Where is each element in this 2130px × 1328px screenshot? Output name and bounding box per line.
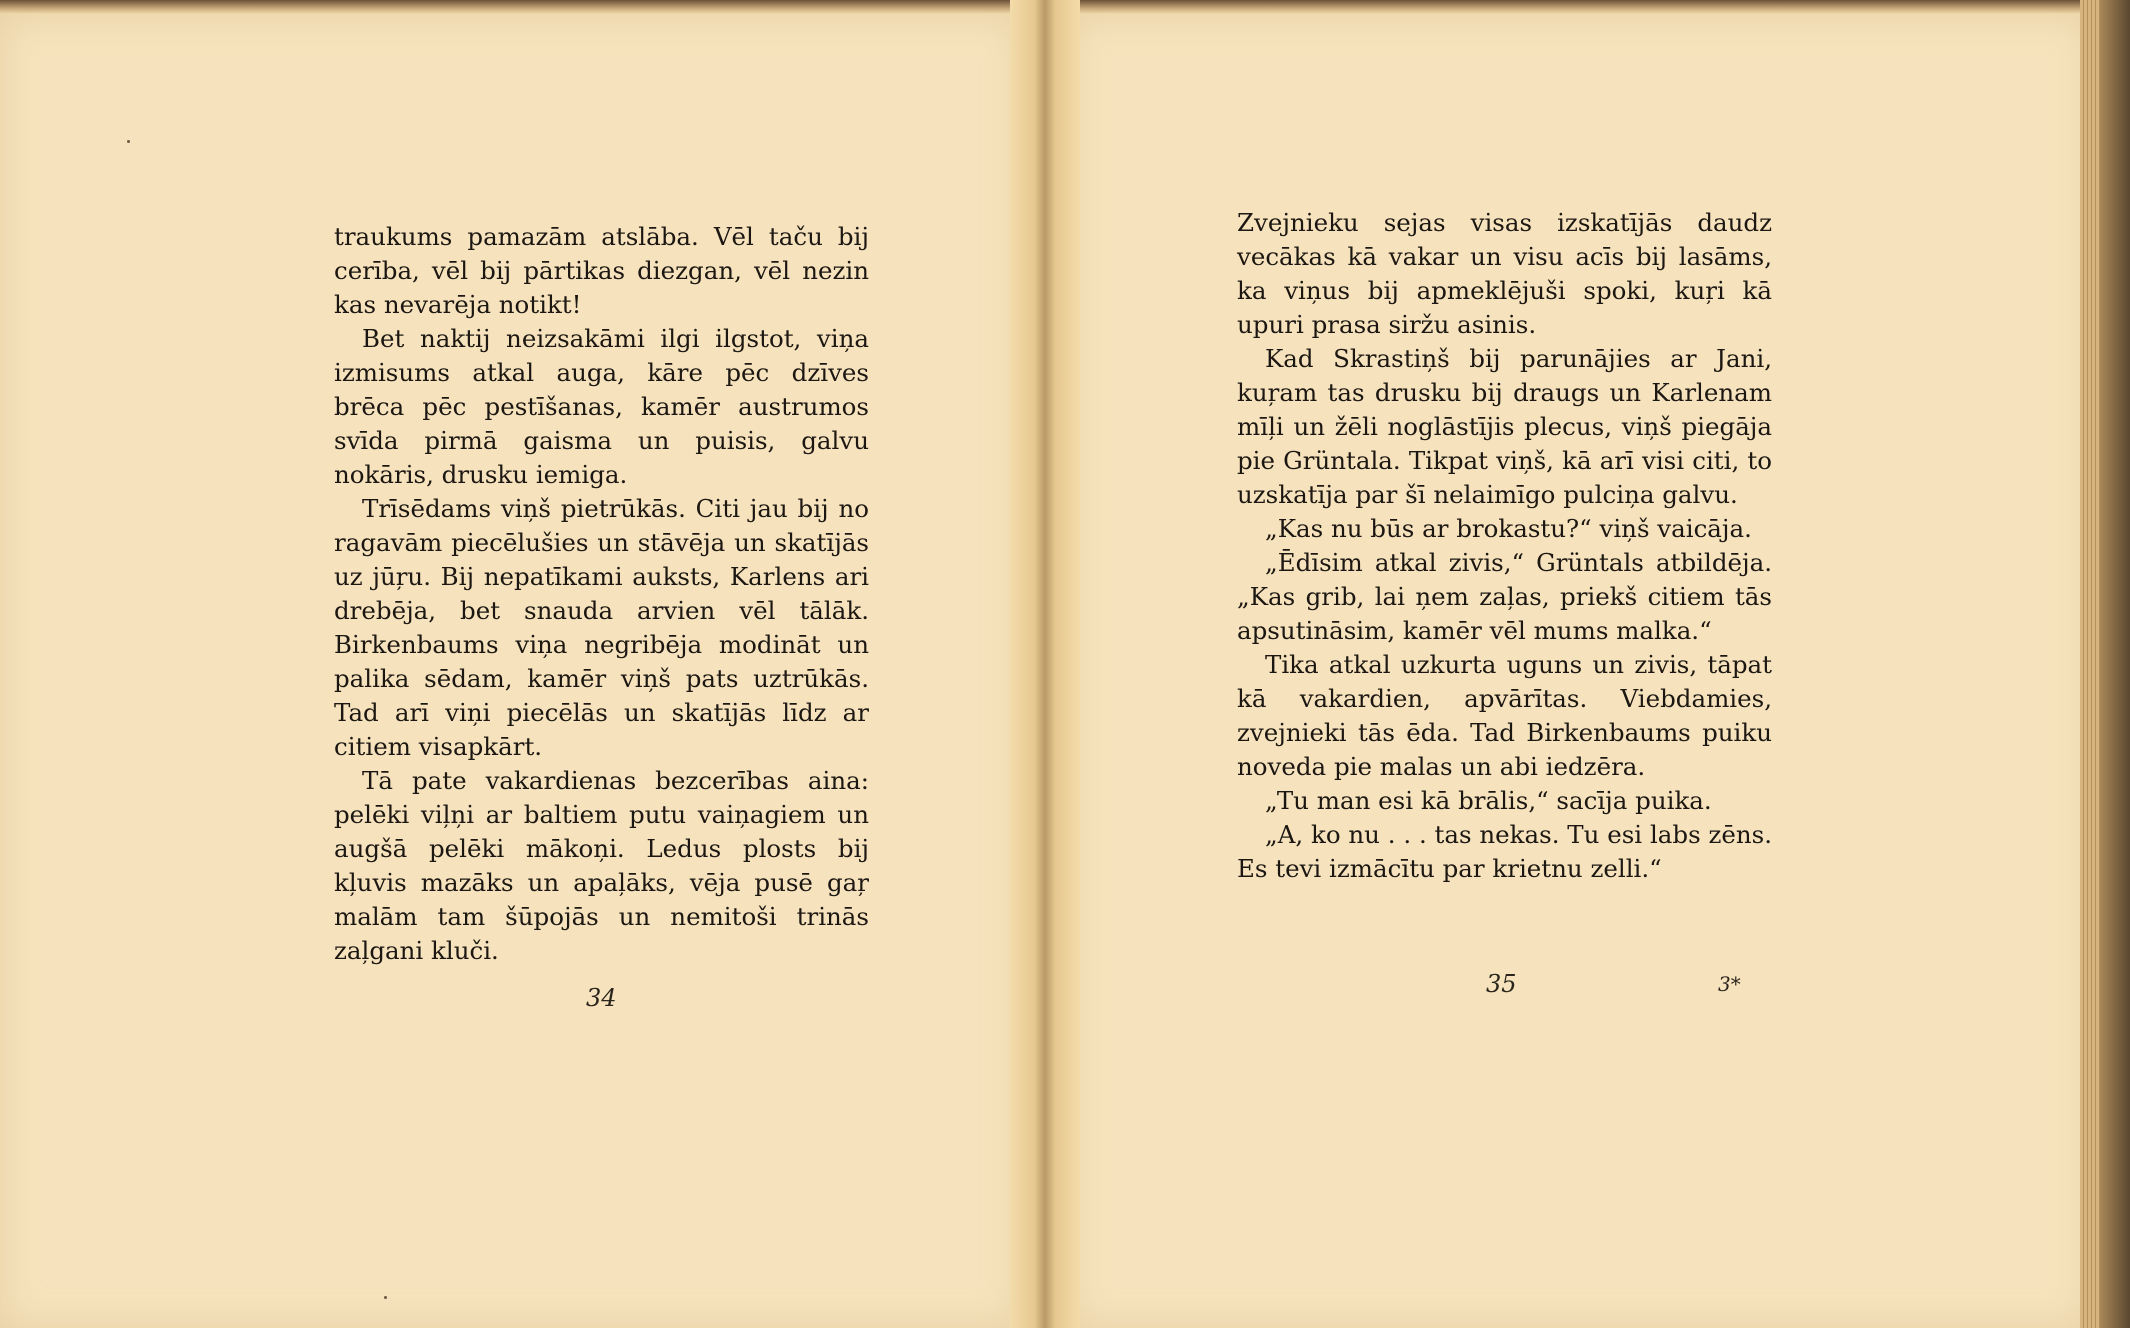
paper-speck: [384, 1296, 387, 1299]
paragraph: Trīsēdams viņš pietrūkās. Citi jau bij no ragavām piecēlušies un stāvēja un skatījās uz jūŗu. Bij nepatīkami auksts, Karlens ari drebēja, bet snauda arvien vēl tālāk. Birkenbaums viņa negribēja modināt un palika sēdam, kamēr viņš pats uztrūkās. Tad arī viņi piecēlās un skatījās līdz ar citiem visapkārt.: [334, 494, 869, 761]
page-number-left: 34: [586, 984, 617, 1012]
book-cover-edge: [2100, 0, 2130, 1328]
paragraph: Tika atkal uzkurta uguns un zivis, tāpat kā vakardien, apvārītas. Viebdamies, zvejnieki tās ēda. Tad Birkenbaums puiku noveda pie malas un abi iedzēra.: [1237, 650, 1772, 781]
paragraph: „Kas nu būs ar brokastu?“ viņš vaicāja.: [1265, 514, 1752, 543]
page-number-right: 35: [1486, 970, 1517, 998]
paragraph: Bet naktij neizsakāmi ilgi ilgstot, viņa izmisums atkal auga, kāre pēc dzīves brēca pēc pestīšanas, kamēr austrumos svīda pirmā gaisma un puisis, galvu nokāris, drusku iemiga.: [334, 324, 869, 489]
paragraph: „Ēdīsim atkal zivis,“ Grüntals atbildēja. „Kas grib, lai ņem zaļas, priekš citiem tās apsutināsim, kamēr vēl mums malka.“: [1237, 548, 1772, 645]
paragraph: Kad Skrastiņš bij parunājies ar Jani, kuŗam tas drusku bij draugs un Karlenam mīļi un žēli noglāstījis plecus, viņš piegāja pie Grüntala. Tikpat viņš, kā arī visi citi, to uzskatīja par šī nelaimīgo pulciņa galvu.: [1237, 344, 1772, 509]
paragraph: „Tu man esi kā brālis,“ sacīja puika.: [1265, 786, 1712, 815]
signature-mark: 3*: [1718, 972, 1741, 996]
paragraph: „A, ko nu . . . tas nekas. Tu esi labs zēns. Es tevi izmācītu par krietnu zelli.“: [1237, 820, 1772, 883]
left-page-text: [334, 220, 869, 968]
paper-speck: [127, 140, 130, 143]
book-gutter: [1010, 0, 1080, 1328]
paragraph: traukums pamazām atslāba. Vēl taču bij cerība, vēl bij pārtikas diezgan, vēl nezin kas nevarēja notikt!: [334, 222, 869, 319]
paragraph: Tā pate vakardienas bezcerības aina: pelēki viļņi ar baltiem putu vaiņagiem un augšā pelēki mākoņi. Ledus plosts bij kļuvis mazāks un apaļāks, vēja pusē gaŗ malām tam šūpojās un nemitoši trinās zaļgani kluči.: [334, 766, 869, 965]
right-page-text: [1237, 206, 1772, 886]
paragraph: Zvejnieku sejas visas izskatījās daudz vecākas kā vakar un visu acīs bij lasāms, ka viņus bij apmeklējuši spoki, kuŗi kā upuri prasa siržu asinis.: [1237, 208, 1772, 339]
